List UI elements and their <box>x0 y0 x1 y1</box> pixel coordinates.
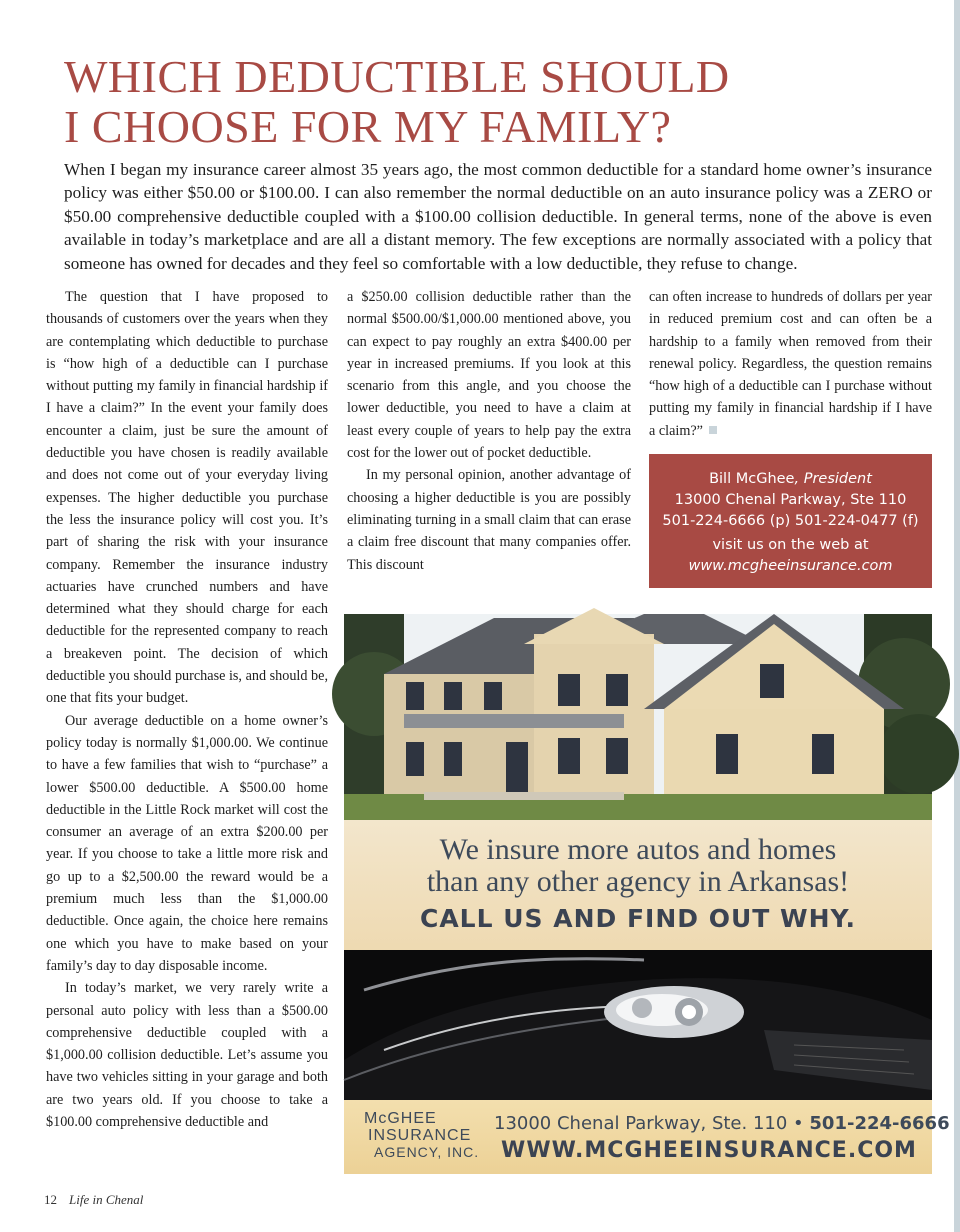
paragraph: Our average deductible on a home owner’s policy today is normally $1,000.00. We continue to have a few families that wish to “purchase” a lower $500.00 deductible. A $500.00 home deductible in the Little Rock market will cost the consumer an average of an extra $200.00 per year. If you choose to take a little more risk and go up to a $2,500.00 the reward would be a premium much less than the $1,000.00 deductible. Once again, the choice here remains one which you have to make based on your family’s day to day disposable income. <box>46 712 328 974</box>
paragraph: In my personal opinion, another advantage of choosing a higher deductible is you are possibly eliminating turning in a small claim that can erase a claim free discount that many companies offer. This discount <box>347 467 631 573</box>
bullet-separator: • <box>793 1113 804 1134</box>
article-title <box>64 52 884 152</box>
car-photo <box>344 950 932 1112</box>
ad-tagline-line-1: We insure more autos and homes <box>439 833 837 866</box>
paragraph <box>649 286 932 442</box>
ad-website[interactable]: WWW.MCGHEEINSURANCE.COM <box>501 1138 917 1163</box>
ad-tagline-line-2: than any other agency in Arkansas! <box>426 865 850 898</box>
advertisement <box>344 614 950 1174</box>
contact-name-line <box>649 469 932 490</box>
paragraph-text: can often increase to hundreds of dollars per year in reduced premium cost and can often be a hardship to a family when removed from their renewal policy. Regardless, the question remains “how high of a deductible can I purchase without putting my family in financial hardship if I have a claim?” <box>649 289 932 439</box>
paragraph: In today’s market, we very rarely write a personal auto policy with less than a $500.00 comprehensive deductible coupled with a $1,000.00 collision deductible. Let’s assume you have two vehicles sitting in your garage and both are two years old. If you choose to take a $100.00 comprehensive deductible and <box>46 980 328 1130</box>
contact-web-label: visit us on the web at <box>712 537 869 553</box>
publication-name: Life in Chenal <box>69 1192 144 1207</box>
contact-name: Bill McGhee <box>709 471 795 487</box>
page-footer <box>44 1192 143 1208</box>
logo-line-3: AGENCY, INC. <box>374 1144 480 1160</box>
contact-box <box>649 454 932 588</box>
ad-address: 13000 Chenal Parkway, Ste. 110 <box>494 1113 788 1134</box>
contact-url[interactable]: www.mcgheeinsurance.com <box>688 558 893 574</box>
logo-line-2: INSURANCE <box>368 1127 472 1144</box>
contact-phones: 501-224-6666 (p) 501-224-0477 (f) <box>662 513 919 529</box>
contact-address: 13000 Chenal Parkway, Ste 110 <box>674 492 907 508</box>
paragraph: a $250.00 collision deductible rather than the normal $500.00/$1,000.00 mentioned above, you can expect to pay roughly an extra $400.00 per year in increased premiums. If you look at this scenario from this angle, and you choose the lower deductible, you need to have a claim at least every couple of years to help pay the extra cost for the lower out of pocket deductible. <box>347 289 631 462</box>
title-line-2: I CHOOSE FOR MY FAMILY? <box>64 101 672 152</box>
contact-role: , President <box>794 471 872 487</box>
article-column-1 <box>46 286 328 1133</box>
page-number: 12 <box>44 1192 57 1207</box>
agency-logo <box>364 1110 494 1166</box>
house-photo <box>344 614 932 820</box>
page-edge-bar <box>954 0 960 1232</box>
ad-tagline-area <box>344 820 932 956</box>
ad-address-line <box>494 1113 950 1134</box>
ad-footer <box>344 1100 950 1174</box>
paragraph: The question that I have proposed to thousands of customers over the years when they are contemplating which deductible to purchase is “how high of a deductible can I purchase without putting my family in financial hardship if I have a claim?” In the event your family does encounter a claim, just be sure the amount of deductible you have chosen is readily available and does not come out of your everyday living expenses. The higher deductible you purchase the less the insurance policy will cost you. It’s part of sharing the risk with your insurance company. Remember the insurance industry actuaries have crunched numbers and have determined what they should charge for each deductible for the represented company to reach a breakeven point. The decision of which deductible you should purchase is, and should be, one that fits your budget. <box>46 289 328 707</box>
article-intro: When I began my insurance career almost 35 years ago, the most common deductible for a standard home owner’s insurance policy was either $50.00 or $100.00. I can also remember the normal deductible on an auto insurance policy was a ZERO or $50.00 comprehensive deductible coupled with a $100.00 collision deductible. In general terms, none of the above is even available in today’s marketplace and are all a distant memory. The few exceptions are normally associated with a policy that someone has owned for decades and they feel so comfortable with a low deductible, they refuse to change. <box>64 160 932 273</box>
end-mark-icon <box>709 426 717 434</box>
title-line-1: WHICH DEDUCTIBLE SHOULD <box>64 51 730 102</box>
ad-call-to-action: CALL US AND FIND OUT WHY. <box>419 904 857 933</box>
article-column-2 <box>347 286 631 576</box>
logo-line-1: McGHEE <box>364 1110 437 1127</box>
ad-phone[interactable]: 501-224-6666 <box>809 1113 950 1134</box>
article-column-3 <box>649 286 932 442</box>
